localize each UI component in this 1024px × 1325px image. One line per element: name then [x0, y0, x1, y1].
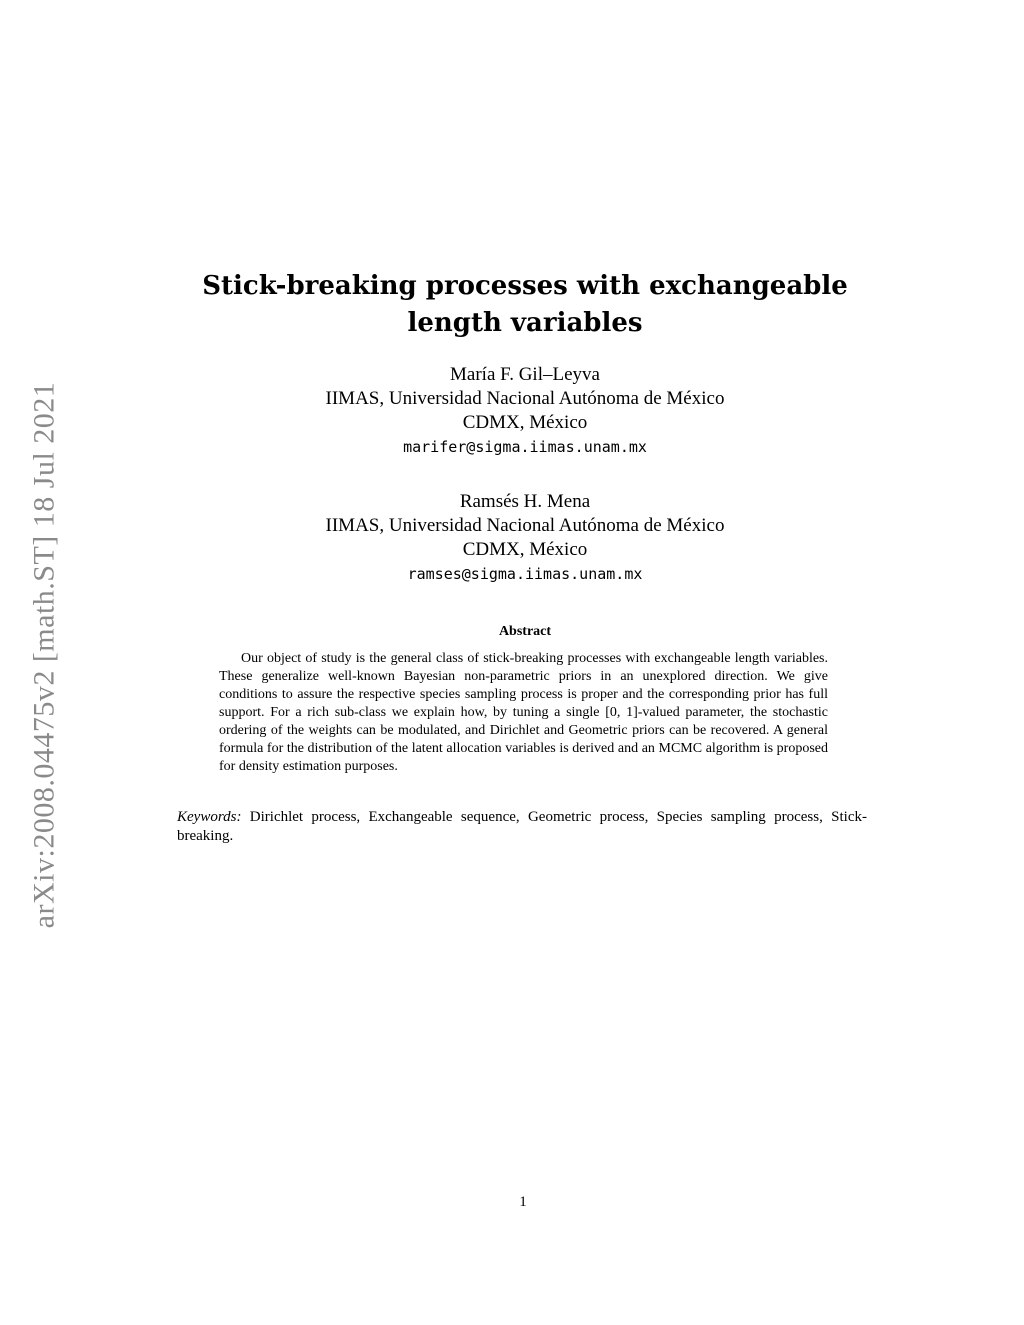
keywords-text: Dirichlet process, Exchangeable sequence, Geometric process, Species sampling process, Stick-breaking. — [177, 809, 867, 844]
abstract-text: Our object of study is the general class of stick-breaking processes with exchangeable length variables. These generalize well-known Bayesian non-parametric priors in an unexplored direction. We give conditions to assure the respective species sampling process is proper and the corresponding prior has full support. For a rich sub-class we explain how, by tuning a single [0, 1]-valued parameter, the stochastic ordering of the weights can be modulated, and Dirichlet and Geometric priors can be recovered. A general formula for the distribution of the latent allocation variables is derived and an MCMC algorithm is proposed for density estimation purposes. — [219, 651, 828, 774]
abstract-heading: Abstract — [498, 624, 552, 639]
author-name: María F. Gil–Leyva — [450, 364, 600, 385]
author-block-2 — [180, 490, 870, 586]
keywords — [177, 808, 867, 846]
arxiv-identifier-stamp — [28, 355, 60, 955]
author-location: CDMX, México — [462, 539, 588, 560]
title-line-2: length variables — [407, 308, 643, 338]
author-email[interactable]: marifer@sigma.iimas.unam.mx — [403, 438, 647, 456]
page-number: 1 — [519, 1194, 527, 1210]
author-name: Ramsés H. Mena — [459, 491, 591, 512]
author-location: CDMX, México — [462, 412, 588, 433]
author-email[interactable]: ramses@sigma.iimas.unam.mx — [407, 565, 643, 583]
author-block-1 — [180, 363, 870, 459]
paper-title — [180, 268, 870, 342]
author-affiliation: IIMAS, Universidad Nacional Autónoma de México — [325, 388, 725, 409]
arxiv-identifier-text: arXiv:2008.04475v2 [math.ST] 18 Jul 2021 — [27, 381, 61, 929]
keywords-label: Keywords: — [177, 809, 242, 825]
title-line-1: Stick-breaking processes with exchangeable — [202, 271, 848, 301]
author-affiliation: IIMAS, Universidad Nacional Autónoma de México — [325, 515, 725, 536]
